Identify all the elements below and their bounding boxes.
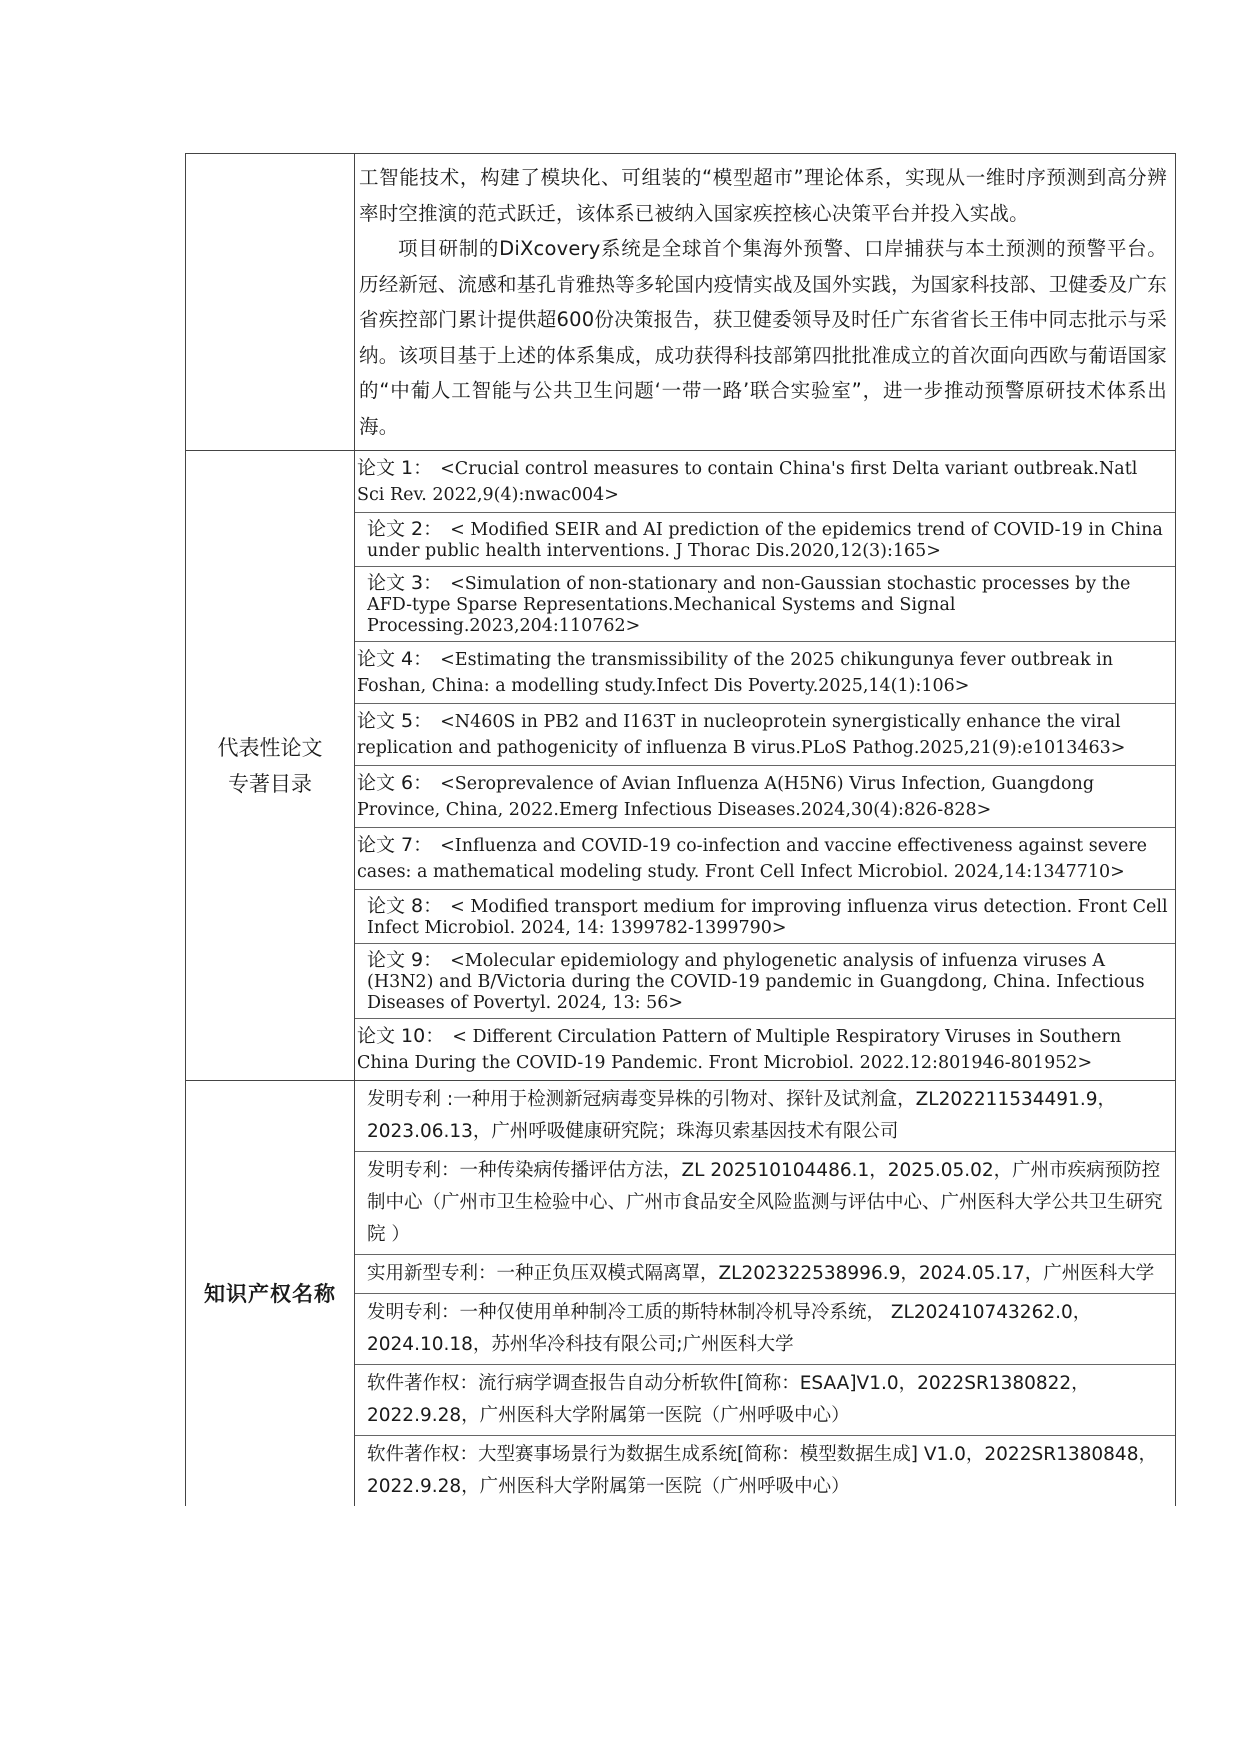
paper-key: 论文 9： — [367, 949, 443, 971]
paper-item — [355, 451, 1175, 513]
paper-item — [355, 1019, 1175, 1080]
intro-paragraph-2: 项目研制的DiXcovery系统是全球首个集海外预警、口岸捕获与本土预测的预警平台。历经新冠、流感和基孔肯雅热等多轮国内疫情实战及国外实践，为国家科技部、卫健委及广东省疾控部门累计提供超600份决策报告，获卫健委领导及时任广东省省长王伟中同志批示与采纳。该项目基于上述的体系集成，成功获得科技部第四批批准成立的首次面向西欧与葡语国家的“中葡人工智能与公共卫生问题‘一带一路’联合实验室”，进一步推动预警原研技术体系出海。 — [359, 237, 1167, 438]
paper-citation: <Crucial control measures to contain China's first Delta variant outbreak.Natl Sci Rev. 2022,9(4):nwac004> — [357, 459, 1138, 505]
intro-label-cell — [186, 154, 355, 450]
paper-citation: <N460S in PB2 and I163T in nucleoprotein synergistically enhance the viral replication and pathogenicity of influenza B virus.PLoS Pathog.2025,21(9):e1013463> — [357, 712, 1126, 758]
ip-item: 发明专利：一种仅使用单种制冷工质的斯特林制冷机导冷系统， ZL202410743262.0，2024.10.18，苏州华冷科技有限公司;广州医科大学 — [355, 1294, 1175, 1365]
paper-item — [355, 890, 1175, 944]
paper-item — [355, 642, 1175, 704]
info-table — [185, 153, 1176, 1506]
ip-list — [355, 1081, 1176, 1506]
ip-item: 发明专利 :一种用于检测新冠病毒变异株的引物对、探针及试剂盒，ZL202211534491.9，2023.06.13，广州呼吸健康研究院；珠海贝索基因技术有限公司 — [355, 1081, 1175, 1152]
paper-key: 论文 10： — [357, 1025, 445, 1047]
paper-item — [355, 567, 1175, 642]
paper-key: 论文 3： — [367, 572, 443, 594]
paper-key: 论文 2： — [367, 518, 443, 540]
paper-item — [355, 704, 1175, 766]
paper-item — [355, 513, 1175, 567]
paper-key: 论文 8： — [367, 895, 443, 917]
paper-key: 论文 4： — [357, 648, 433, 670]
paper-citation: <Estimating the transmissibility of the 2025 chikungunya fever outbreak in Foshan, China: a modelling study.Infect Dis Poverty.2025,14(1):106> — [357, 650, 1113, 696]
paper-key: 论文 7： — [357, 834, 433, 856]
ip-label: 知识产权名称 — [186, 1081, 355, 1506]
paper-item — [355, 944, 1175, 1019]
papers-label-line1: 代表性论文 — [217, 735, 323, 760]
ip-item: 软件著作权：流行病学调查报告自动分析软件[简称：ESAA]V1.0，2022SR1380822，2022.9.28，广州医科大学附属第一医院（广州呼吸中心） — [355, 1365, 1175, 1436]
papers-label — [186, 451, 355, 1080]
intro-row — [186, 154, 1176, 451]
paper-citation: < Modified transport medium for improving influenza virus detection. Front Cell Infect Microbiol. 2024, 14: 1399782-1399790> — [367, 897, 1168, 938]
ip-row — [186, 1081, 1176, 1506]
paper-citation: <Simulation of non-stationary and non-Gaussian stochastic processes by the AFD-type Sparse Representations.Mechanical Systems and Signal Processing.2023,204:110762> — [367, 574, 1131, 636]
intro-text — [355, 154, 1176, 450]
paper-key: 论文 1： — [357, 457, 433, 479]
papers-list — [355, 451, 1176, 1080]
ip-item: 发明专利：一种传染病传播评估方法，ZL 202510104486.1，2025.05.02，广州市疾病预防控制中心（广州市卫生检验中心、广州市食品安全风险监测与评估中心、广州医科大学公共卫生研究院 ） — [355, 1152, 1175, 1255]
paper-key: 论文 5： — [357, 710, 433, 732]
paper-citation: < Modified SEIR and AI prediction of the epidemics trend of COVID-19 in China under public health interventions. J Thorac Dis.2020,12(3):165> — [367, 520, 1163, 561]
paper-citation: <Molecular epidemiology and phylogenetic analysis of infuenza viruses A (H3N2) and B/Victoria during the COVID-19 pandemic in Guangdong, China. Infectious Diseases of Povertyl. 2024, 13: 56> — [367, 951, 1145, 1013]
paper-key: 论文 6： — [357, 772, 433, 794]
paper-citation: < Different Circulation Pattern of Multiple Respiratory Viruses in Southern China During the COVID-19 Pandemic. Front Microbiol. 2022.12:801946-801952> — [357, 1027, 1122, 1073]
papers-row — [186, 451, 1176, 1081]
ip-item: 软件著作权：大型赛事场景行为数据生成系统[简称：模型数据生成] V1.0，2022SR1380848，2022.9.28，广州医科大学附属第一医院（广州呼吸中心） — [367, 1444, 1157, 1497]
paper-citation: <Influenza and COVID-19 co-infection and vaccine effectiveness against severe cases: a mathematical modeling study. Front Cell Infect Microbiol. 2024,14:1347710> — [357, 836, 1148, 882]
paper-item — [355, 766, 1175, 828]
paper-item — [355, 828, 1175, 890]
papers-label-line2: 专著目录 — [228, 771, 312, 796]
paper-citation: <Seroprevalence of Avian Influenza A(H5N6) Virus Infection, Guangdong Province, China, 2022.Emerg Infectious Diseases.2024,30(4):826-828> — [357, 774, 1095, 820]
ip-item: 实用新型专利：一种正负压双模式隔离罩，ZL202322538996.9，2024.05.17，广州医科大学 — [355, 1255, 1175, 1294]
intro-paragraph-1: 工智能技术，构建了模块化、可组装的“模型超市”理论体系，实现从一维时序预测到高分辨率时空推演的范式跃迁，该体系已被纳入国家疾控核心决策平台并投入实战。 — [359, 166, 1167, 225]
